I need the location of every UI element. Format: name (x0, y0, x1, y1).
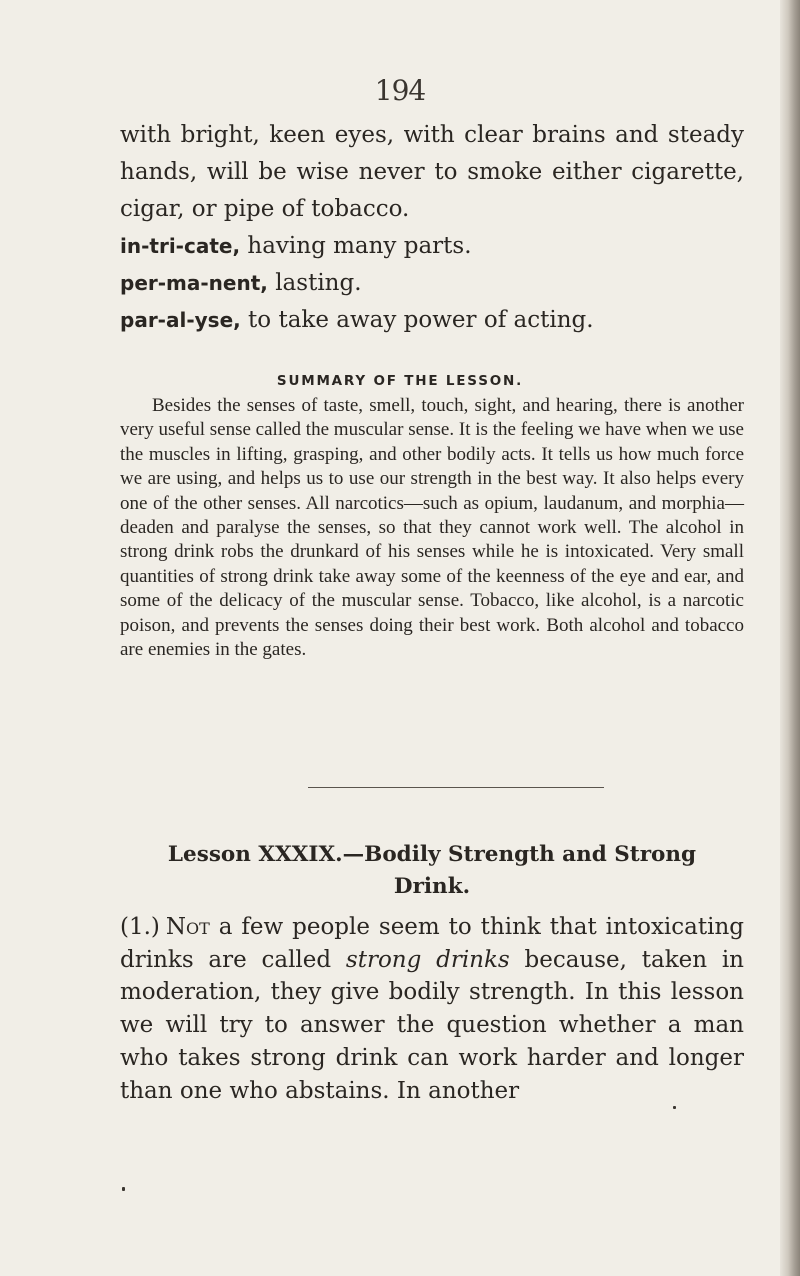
vocabulary-entry (120, 265, 744, 302)
intro-line-1: with bright, keen eyes, with clear brains and steady (120, 122, 744, 148)
vocabulary-definition: having many parts. (247, 233, 472, 259)
vocabulary-definition: to take away power of acting. (248, 307, 594, 333)
paragraph-text: a few people seem to think that intoxicating drinks are called (120, 914, 744, 973)
vocabulary-term: par-al-yse, (120, 308, 241, 332)
page-number: 194 (374, 74, 426, 107)
vocabulary-term: in-tri-cate, (120, 234, 241, 258)
vocabulary-term: per-ma-nent, (120, 271, 268, 295)
print-speck (122, 1187, 125, 1191)
lesson-title (120, 839, 744, 903)
emphasis-text: strong drinks (345, 946, 510, 973)
section-divider (308, 787, 604, 788)
page-edge-shadow (780, 0, 800, 1276)
summary-heading: SUMMARY OF THE LESSON. (276, 373, 524, 389)
paragraph-opening-word: Not (165, 914, 210, 940)
intro-line-3: cigar, or pipe of tobacco. (120, 196, 410, 222)
summary-paragraph: Besides the senses of taste, smell, touch, sight, and hearing, there is another very useful sense called the muscular sense. It is the feeling we have when we use the muscles in lifting, grasping, and other bodily acts. It tells us how much force we are using, and helps us to use our strength in the best way. It also helps every one of the other senses. All narcotics—such as opium, laudanum, and morphia—deaden and paralyse the senses, so that they cannot work well. The alcohol in strong drink robs the drunkard of his senses while he is intoxicated. Very small quantities of strong drink take away some of the keenness of the eye and ear, and some of the delicacy of the muscular sense. Tobacco, like alcohol, is a narcotic poison, and prevents the senses doing their best work. Both alcohol and tobacco are enemies in the gates. (120, 395, 744, 661)
paragraph-number: (1.) (120, 914, 160, 940)
print-speck (673, 1106, 676, 1109)
paragraph-text: because, taken in moderation, they give bodily strength. In this lesson we will try to answer the question whether a man who takes strong drink can work harder and longer than one who abstains. In another (120, 946, 744, 1104)
lesson-paragraph (120, 911, 744, 1107)
intro-paragraph (120, 117, 744, 228)
vocabulary-definition: lasting. (275, 270, 362, 296)
vocabulary-entry (120, 302, 744, 339)
vocabulary-entry (120, 228, 744, 265)
intro-line-2: hands, will be wise never to smoke either cigarette, (120, 159, 744, 185)
lesson-title-line-2: Drink. (393, 874, 471, 899)
lesson-title-line-1: Lesson XXXIX.—Bodily Strength and Strong (167, 842, 697, 867)
